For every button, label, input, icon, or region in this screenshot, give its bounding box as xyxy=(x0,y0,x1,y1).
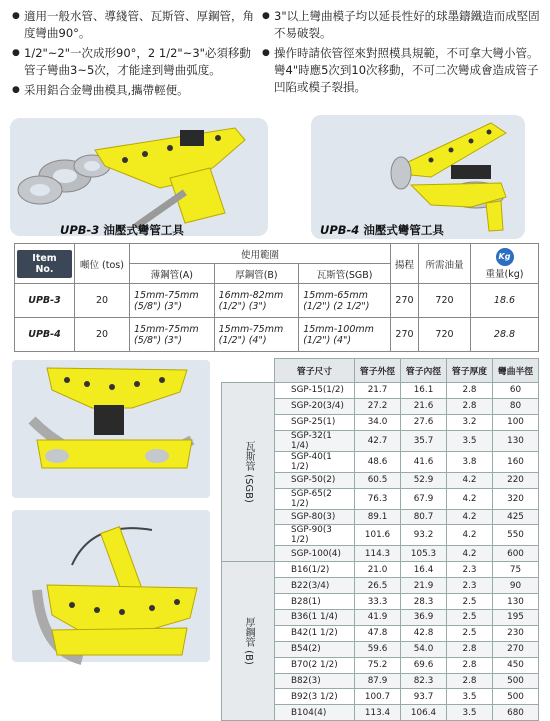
table-cell: SGP-80(3) xyxy=(275,509,355,525)
upb4-bender-illustration xyxy=(311,115,525,239)
table-cell: 76.3 xyxy=(355,488,401,509)
table-cell: 106.4 xyxy=(401,705,447,721)
table-cell: SGP-15(1/2) xyxy=(275,383,355,399)
bender-pump-illustration xyxy=(12,510,210,662)
table-cell: 320 xyxy=(493,488,539,509)
table-cell: B104(4) xyxy=(275,705,355,721)
table-cell: 47.8 xyxy=(355,625,401,641)
table-cell: 500 xyxy=(493,673,539,689)
table-cell: 93.2 xyxy=(401,525,447,546)
table-cell: 113.4 xyxy=(355,705,401,721)
table-cell: 2.3 xyxy=(447,562,493,578)
table-cell: 2.8 xyxy=(447,383,493,399)
bender-photo-bottom xyxy=(12,510,210,662)
thick-header: 厚鋼管(B) xyxy=(214,264,299,284)
table-cell: 42.8 xyxy=(401,625,447,641)
table-cell: 36.9 xyxy=(401,610,447,626)
kg-badge: Kg xyxy=(496,248,514,266)
table-cell: 500 xyxy=(493,689,539,705)
table-cell: 2.5 xyxy=(447,594,493,610)
weight-header: Kg 重量(kg) xyxy=(471,244,539,284)
tonnage-header: 噸位 (tos) xyxy=(75,244,130,284)
table-cell: 16.1 xyxy=(401,383,447,399)
outer-diameter-header: 管子外徑 xyxy=(355,359,401,383)
table-cell: 21.6 xyxy=(401,398,447,414)
bullet-icon: ● xyxy=(12,11,20,21)
feature-item: ● 適用一般水管、導綫管、瓦斯管、厚鋼管，角度彎曲90°。 xyxy=(12,9,254,40)
table-cell: 2.8 xyxy=(447,641,493,657)
table-cell: 130 xyxy=(493,594,539,610)
table-row xyxy=(222,383,539,399)
table-cell: B42(1 1/2) xyxy=(275,625,355,641)
table-cell: B22(3/4) xyxy=(275,578,355,594)
feature-item: ● 采用鋁合金彎曲模具,攜帶輕便。 xyxy=(12,83,189,97)
bender-photo-top xyxy=(12,360,210,498)
upb3-bender-illustration xyxy=(10,118,268,236)
table-cell: B28(1) xyxy=(275,594,355,610)
pipe-size-table xyxy=(221,358,539,721)
table-row: UPB-3 20 15mm-75mm (5/8") (3") 16mm-82mm (1/2") (3") 15mm-65mm (1/2") (2 1/2") 270 720 18.6 xyxy=(15,284,539,318)
table-cell: 4.2 xyxy=(447,509,493,525)
table-cell: 550 xyxy=(493,525,539,546)
item-no-header: Item No. xyxy=(15,244,75,284)
table-cell: 60.5 xyxy=(355,472,401,488)
table-cell: B16(1/2) xyxy=(275,562,355,578)
spec-table xyxy=(14,243,539,352)
table-cell: SGP-40(1 1/2) xyxy=(275,451,355,472)
table-cell: 80.7 xyxy=(401,509,447,525)
table-cell: 3.2 xyxy=(447,414,493,430)
group-label-sgb: 瓦斯管 (SGB) xyxy=(222,383,275,562)
table-cell: 16.4 xyxy=(401,562,447,578)
table-cell: 2.5 xyxy=(447,610,493,626)
oil-header: 所需油量 xyxy=(419,244,471,284)
bender-demo-illustration xyxy=(12,360,210,498)
table-cell: 100.7 xyxy=(355,689,401,705)
table-cell: 87.9 xyxy=(355,673,401,689)
table-cell: 27.6 xyxy=(401,414,447,430)
table-cell: 69.6 xyxy=(401,657,447,673)
table-cell: 26.5 xyxy=(355,578,401,594)
table-cell: SGP-50(2) xyxy=(275,472,355,488)
table-cell: 100 xyxy=(493,414,539,430)
table-cell: 680 xyxy=(493,705,539,721)
table-cell: 33.3 xyxy=(355,594,401,610)
table-cell: 2.8 xyxy=(447,657,493,673)
stroke-header: 揚程 xyxy=(391,244,419,284)
upb4-caption xyxy=(320,222,444,238)
table-row xyxy=(222,562,539,578)
table-cell: 3.5 xyxy=(447,705,493,721)
features-right xyxy=(262,8,542,99)
table-cell: 3.5 xyxy=(447,689,493,705)
table-cell: 2.5 xyxy=(447,625,493,641)
table-cell: 93.7 xyxy=(401,689,447,705)
thickness-header: 管子厚度 xyxy=(447,359,493,383)
table-cell: 52.9 xyxy=(401,472,447,488)
table-cell: SGP-32(1 1/4) xyxy=(275,430,355,451)
table-cell: 21.9 xyxy=(401,578,447,594)
inner-diameter-header: 管子內徑 xyxy=(401,359,447,383)
table-cell: 270 xyxy=(493,641,539,657)
table-cell: 28.3 xyxy=(401,594,447,610)
table-cell: 82.3 xyxy=(401,673,447,689)
table-cell: 21.7 xyxy=(355,383,401,399)
table-cell: 4.2 xyxy=(447,546,493,562)
table-cell: 425 xyxy=(493,509,539,525)
feature-item: ● 操作時請依管徑來對照模具規範，不可拿大彎小管。彎4"時應5次到10次移動，不可二次彎成會造成管子凹陷或模子裂損。 xyxy=(262,46,539,94)
table-cell: 195 xyxy=(493,610,539,626)
table-cell: SGP-25(1) xyxy=(275,414,355,430)
gas-header: 瓦斯管(SGB) xyxy=(299,264,391,284)
feature-item: ● 1/2"~2"一次成形90°，2 1/2"~3"必須移動管子彎曲3~5次，才能達到彎曲弧度。 xyxy=(12,46,251,77)
upb4-model-label: UPB-4 xyxy=(320,223,360,237)
bend-radius-header: 彎曲半徑 xyxy=(493,359,539,383)
upb4-caption-text: 油壓式彎管工具 xyxy=(363,223,444,237)
bullet-icon: ● xyxy=(262,11,270,21)
table-cell: 450 xyxy=(493,657,539,673)
table-cell: 90 xyxy=(493,578,539,594)
table-cell: 230 xyxy=(493,625,539,641)
table-cell: 75 xyxy=(493,562,539,578)
bullet-icon: ● xyxy=(262,48,270,58)
table-cell: 101.6 xyxy=(355,525,401,546)
table-cell: 4.2 xyxy=(447,488,493,509)
feature-item: ● 3"以上彎曲模子均以延長性好的球墨鑄鐵造而成堅固不易破裂。 xyxy=(262,9,540,40)
table-cell: 3.8 xyxy=(447,451,493,472)
bullet-icon: ● xyxy=(12,48,20,58)
table-cell: SGP-100(4) xyxy=(275,546,355,562)
table-cell: 2.3 xyxy=(447,578,493,594)
range-header: 使用範圍 xyxy=(130,244,391,264)
table-cell: SGP-20(3/4) xyxy=(275,398,355,414)
table-cell: B92(3 1/2) xyxy=(275,689,355,705)
table-cell: 75.2 xyxy=(355,657,401,673)
table-cell: 54.0 xyxy=(401,641,447,657)
upb3-model-label: UPB-3 xyxy=(60,223,100,237)
table-cell: 21.0 xyxy=(355,562,401,578)
table-cell: 27.2 xyxy=(355,398,401,414)
table-cell: 114.3 xyxy=(355,546,401,562)
table-cell: 89.1 xyxy=(355,509,401,525)
table-cell: 67.9 xyxy=(401,488,447,509)
table-cell: 600 xyxy=(493,546,539,562)
thin-header: 薄鋼管(A) xyxy=(130,264,215,284)
bullet-icon: ● xyxy=(12,85,20,95)
table-cell: 60 xyxy=(493,383,539,399)
table-row: UPB-4 20 15mm-75mm (5/8") (3") 15mm-75mm (1/2") (4") 15mm-100mm (1/2") (4") 270 720 28.8 xyxy=(15,318,539,352)
table-cell: 59.6 xyxy=(355,641,401,657)
upb3-caption-text: 油壓式彎管工具 xyxy=(103,223,184,237)
upb4-photo xyxy=(311,115,525,239)
upb3-photo xyxy=(10,118,268,236)
table-cell: 48.6 xyxy=(355,451,401,472)
table-cell: 41.9 xyxy=(355,610,401,626)
table-cell: 35.7 xyxy=(401,430,447,451)
table-cell: 130 xyxy=(493,430,539,451)
table-cell: 34.0 xyxy=(355,414,401,430)
table-cell: B54(2) xyxy=(275,641,355,657)
table-cell: 160 xyxy=(493,451,539,472)
table-cell: 3.5 xyxy=(447,430,493,451)
table-cell: B36(1 1/4) xyxy=(275,610,355,626)
table-cell: 42.7 xyxy=(355,430,401,451)
upb3-caption xyxy=(60,222,184,238)
table-cell: SGP-90(3 1/2) xyxy=(275,525,355,546)
table-cell: SGP-65(2 1/2) xyxy=(275,488,355,509)
table-cell: 80 xyxy=(493,398,539,414)
table-cell: 4.2 xyxy=(447,472,493,488)
table-cell: 220 xyxy=(493,472,539,488)
table-cell: 105.3 xyxy=(401,546,447,562)
table-cell: B82(3) xyxy=(275,673,355,689)
table-cell: 41.6 xyxy=(401,451,447,472)
table-cell: B70(2 1/2) xyxy=(275,657,355,673)
features-left xyxy=(12,8,260,102)
table-cell: 4.2 xyxy=(447,525,493,546)
pipe-size-header: 管子尺寸 xyxy=(275,359,355,383)
group-label-b: 厚鋼管 (B) xyxy=(222,562,275,721)
table-cell: 2.8 xyxy=(447,398,493,414)
table-cell: 2.8 xyxy=(447,673,493,689)
